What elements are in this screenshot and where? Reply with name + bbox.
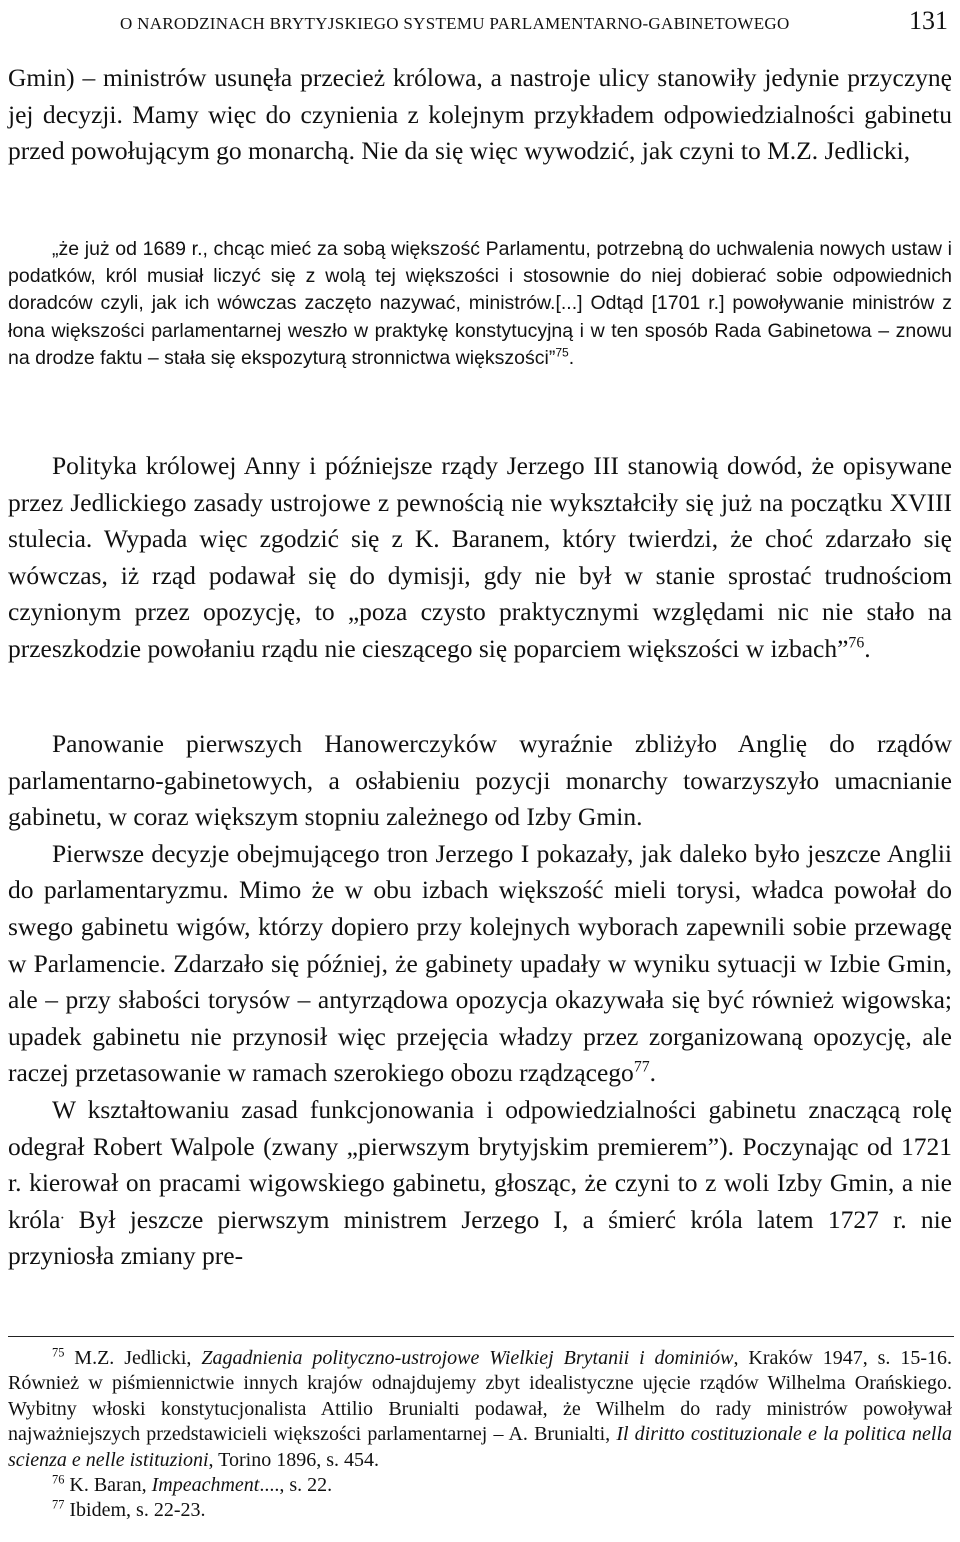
footnote-text: , Kraków 1947, s. 15-16. Również w piśmiennictwie innych krajów odnajdujemy zbyt idealistyczne ujęcie rządów Wilhelma Orańskiego. Wybitny włoski konstytucjonalista Attilio Brunialti podawał, że Wilhelm do rady ministrów powoływał najważniejszych przedstawicieli większości parlamentarnej – A. Brunialti, xyxy=(8,1347,952,1446)
footnote-text: K. Baran, xyxy=(64,1474,152,1497)
paragraph-walpole xyxy=(8,1092,952,1275)
footnotes xyxy=(8,1346,952,1524)
paragraph-group-hanower xyxy=(8,726,952,1275)
footnote-ref-75: 75 xyxy=(555,345,569,360)
footnote-number: 75 xyxy=(52,1345,65,1360)
footnote-title-italic: Impeachment xyxy=(151,1474,260,1497)
block-quotation xyxy=(8,236,952,372)
quotation-text: „że już od 1689 r., chcąc mieć za sobą większość Parlamentu, potrzebną do uchwalenia nowych ustaw i podatków, król musiał liczyć się z wolą tej większości i stosownie do niej dobierać sobie odpowiednich doradców czyli, jak ich wówczas zaczęto nazywać, ministrów.[...] Odtąd [1701 r.] powoływanie ministrów z łona większości parlamentarnej weszło w praktykę konstytucyjną i w ten sposób Rada Gabinetowa – znowu na drodze faktu – stała się ekspozyturą stronnictwa większości” xyxy=(8,238,952,369)
page-number: 131 xyxy=(909,6,948,35)
footnote-title-italic: Il diritto costituzionale e la politica nella scienza e nelle istituzioni xyxy=(8,1423,952,1471)
footnote-title-italic: Zagadnienia polityczno-ustrojowe Wielkiej Brytanii i dominiów xyxy=(201,1347,734,1369)
paragraph-text: Pierwsze decyzje obejmującego tron Jerzego I pokazały, jak daleko było jeszcze Anglii do parlamentaryzmu. Mimo że w obu izbach większość mieli torysi, władca powołał do swego gabinetu wigów, którzy dopiero przy kolejnych wyborach zapewnili sobie przewagę w Parlamencie. Zdarzało się później, że gabinety upadały w wyniku sytuacji w Izbie Gmin, ale – przy słabości torysów – antyrządowa opozycja okazywała się być również wigowska; upadek gabinetu nie przynosił więc przejęcia władzy przez zorganizowaną opozycję, ale raczej przetasowanie w ramach szerokiego obozu rządzącego xyxy=(8,838,952,1088)
paragraph-text-cont: Był jeszcze pierwszym ministrem Jerzego I, a śmierć króla latem 1727 r. nie przyniosła zmiany pre- xyxy=(8,1204,952,1271)
footnote-text: Ibidem, s. 22-23. xyxy=(64,1499,206,1522)
paragraph-text: Polityka królowej Anny i późniejsze rządy Jerzego III stanowią dowód, że opisywane przez Jedlickiego zasady ustrojowe z pewnością nie wykształciły się już na początku XVIII stulecia. Wypada więc zgodzić się z K. Baranem, który twierdzi, że choć zdarzało się wówczas, iż rząd podawał się do dymisji, gdy nie był w stanie sprostać trudnościom czynionym przez opozycję, to „poza czysto praktycznymi względami nic nie stało na przeszkodzie powołaniu rządu nie cieszącego się poparciem większości w izbach” xyxy=(8,451,952,663)
footnote-ref-76: 76 xyxy=(848,634,865,652)
footnote-number: 76 xyxy=(52,1472,65,1487)
running-header-title: O NARODZINACH BRYTYJSKIEGO SYSTEMU PARLAMENTARNO-GABINETOWEGO xyxy=(120,14,790,33)
footnote-77 xyxy=(8,1498,952,1523)
footnote-75 xyxy=(8,1346,952,1473)
document-page xyxy=(8,0,952,1542)
paragraph-end: . xyxy=(864,633,871,663)
paragraph-text: W kształtowaniu zasad funkcjonowania i odpowiedzialności gabinetu znaczącą rolę odegrał Robert Walpole (zwany „pierwszym brytyjskim premierem”). Poczynając od 1721 r. kierował on pracami wigowskiego gabinetu, głosząc, że czyni to z woli Izby Gmin, a nie króla xyxy=(8,1094,952,1234)
paragraph-hanowerczycy: Panowanie pierwszych Hanowerczyków wyraźnie zbliżyło Anglię do rządów parlamentarno-gabinetowych, a osłabieniu pozycji monarchy towarzyszyło umacnianie gabinetu, w coraz większym stopniu zależnego od Izby Gmin. xyxy=(8,729,952,832)
paragraph-end: . xyxy=(649,1058,656,1088)
footnote-text: ...., s. 22. xyxy=(259,1474,333,1497)
footnote-separator xyxy=(8,1336,954,1337)
footnote-76 xyxy=(8,1473,952,1498)
quotation-end: . xyxy=(568,346,575,369)
paragraph-continuation: Gmin) – ministrów usunęła przecież królowa, a nastroje ulicy stanowiły jedynie przyczynę jej decyzji. Mamy więc do czynienia z kolejnym przykładem odpowiedzialności gabinetu przed powołującym go monarchą. Nie da się więc wywodzić, jak czyni to M.Z. Jedlicki, xyxy=(8,63,952,166)
stray-mark: . xyxy=(60,1205,65,1223)
running-header xyxy=(120,6,948,35)
footnote-text: M.Z. Jedlicki, xyxy=(64,1347,202,1369)
paragraph-anna-jerzy xyxy=(8,448,952,668)
footnote-text: , Torino 1896, s. 454. xyxy=(208,1448,379,1471)
paragraph-jerzy-i xyxy=(8,836,952,1092)
footnote-number: 77 xyxy=(52,1497,65,1512)
footnote-ref-77: 77 xyxy=(633,1058,650,1076)
